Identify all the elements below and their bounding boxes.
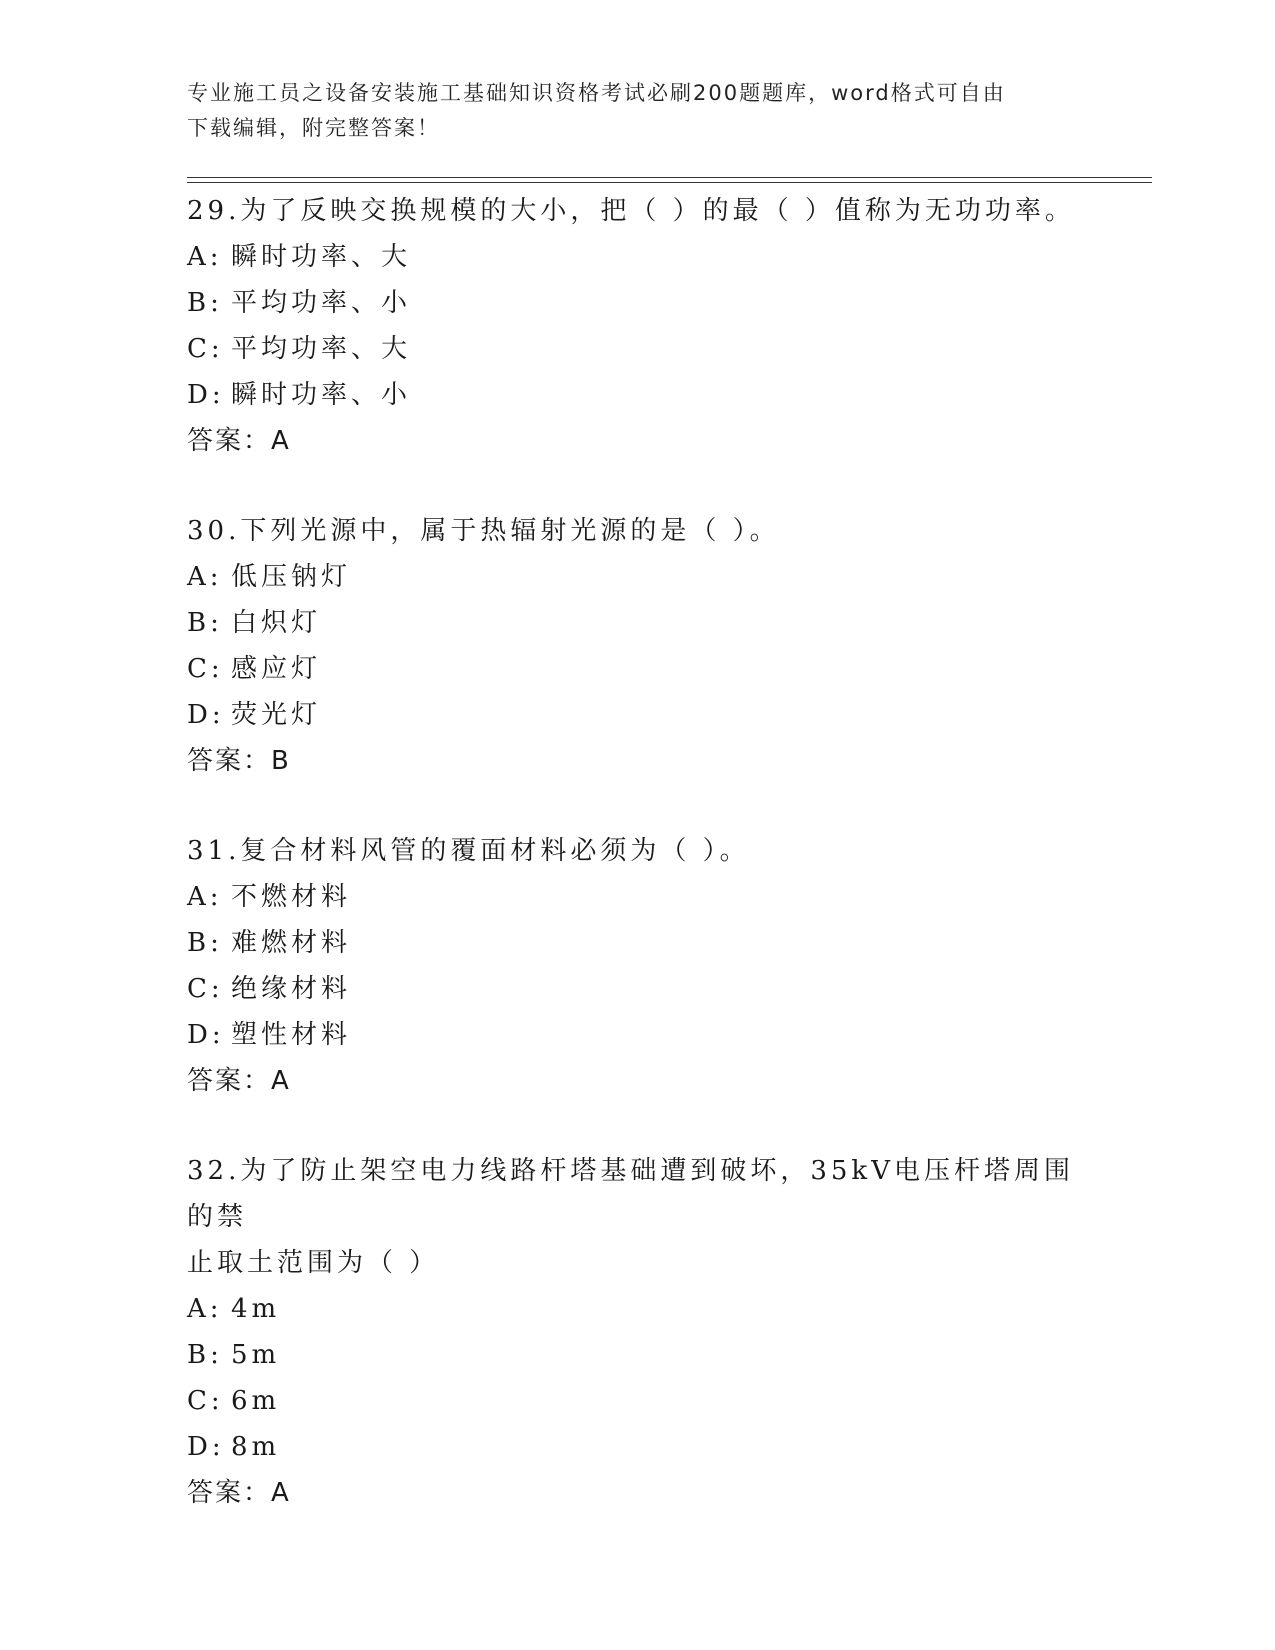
option-c [187,326,1087,372]
option-b [187,280,1087,326]
option-letter: C: [187,974,224,1004]
option-text: 4m [231,1294,281,1324]
answer-line: 答案：B [187,746,291,776]
question-29 [187,188,1087,464]
header-line-1: 专业施工员之设备安装施工基础知识资格考试必刷200题题库，word格式可自由 [187,81,1006,105]
option-text: 不燃材料 [231,882,352,912]
option-d [187,372,1087,418]
option-letter: B: [187,608,223,638]
question-stem: 31.复合材料风管的覆面材料必须为（ ）。 [187,836,750,866]
option-letter: A: [187,242,223,272]
option-letter: C: [187,1386,224,1416]
option-text: 平均功率、小 [231,288,412,318]
option-letter: B: [187,928,223,958]
option-text: 5m [231,1340,281,1370]
option-text: 塑性材料 [231,1020,352,1050]
option-letter: D: [187,380,225,410]
option-text: 瞬时功率、小 [231,380,412,410]
option-a [187,554,1087,600]
question-31 [187,828,1087,1104]
header-divider-bottom [187,182,1152,183]
answer-line: 答案：A [187,1478,291,1508]
option-letter: D: [187,1432,225,1462]
option-c [187,966,1087,1012]
option-text: 难燃材料 [231,928,352,958]
option-letter: A: [187,562,223,592]
option-d [187,1424,1087,1470]
option-letter: D: [187,700,225,730]
question-stem: 30.下列光源中，属于热辐射光源的是（ ）。 [187,516,780,546]
option-text: 8m [231,1432,281,1462]
question-stem-line-2: 止取土范围为（ ） [187,1248,440,1278]
question-32 [187,1148,1087,1516]
option-text: 荧光灯 [231,700,322,730]
option-letter: B: [187,288,223,318]
option-a [187,1286,1087,1332]
option-c [187,1378,1087,1424]
option-b [187,920,1087,966]
option-d [187,692,1087,738]
option-text: 白炽灯 [231,608,322,638]
option-letter: D: [187,1020,225,1050]
header-divider-top [187,177,1152,178]
question-stem-line-1: 32.为了防止架空电力线路杆塔基础遭到破坏，35kV电压杆塔周围的禁 [187,1156,1074,1232]
option-letter: A: [187,882,223,912]
answer-line: 答案：A [187,426,291,456]
option-text: 低压钠灯 [231,562,352,592]
option-letter: C: [187,334,224,364]
option-a [187,874,1087,920]
option-a [187,234,1087,280]
header-line-2: 下载编辑，附完整答案！ [187,116,440,140]
question-30 [187,508,1087,784]
option-letter: B: [187,1340,223,1370]
option-text: 平均功率、大 [231,334,412,364]
option-text: 绝缘材料 [231,974,352,1004]
option-c [187,646,1087,692]
document-header [187,76,1067,146]
option-b [187,1332,1087,1378]
option-b [187,600,1087,646]
option-letter: A: [187,1294,223,1324]
option-text: 瞬时功率、大 [231,242,412,272]
option-text: 6m [231,1386,281,1416]
option-letter: C: [187,654,224,684]
option-d [187,1012,1087,1058]
answer-line: 答案：A [187,1066,291,1096]
option-text: 感应灯 [231,654,322,684]
question-stem: 29.为了反映交换规模的大小，把（ ）的最（ ）值称为无功功率。 [187,196,1075,226]
